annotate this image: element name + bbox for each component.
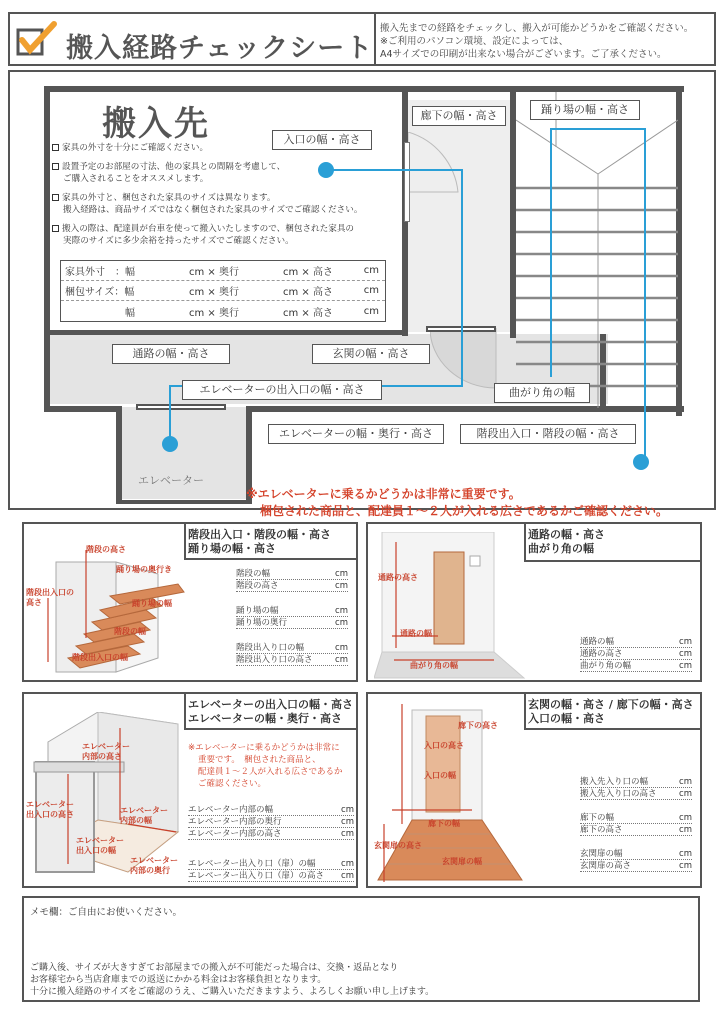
checkbox-icon[interactable] — [52, 144, 59, 151]
label-elevator-size: エレベーターの幅・奥行・高さ — [268, 424, 444, 444]
elevator-measure-list[interactable]: エレベーター内部の幅 cm エレベーター内部の奥行 cm エレベーター内部の高さ cm エレベーター出入り口（扉）の幅 cm エレベーター出入り口（扉）の高さ cm — [188, 805, 354, 881]
header-divider — [374, 14, 376, 64]
panel-elevator: エレベーターの出入口の幅・高さ エレベーターの幅・奥行・高さ エレベーター内部の高さ エレベーター出入口の高さ エレベーター内部の幅 エレベーター出入口の幅 エレベーター内部の奥行 ※エレベーターに乗るかどうかは非常に 重要です。 梱包された商品と、 配達員１〜２人が入れる広さであるか ご確認ください。 エレベーター内部の幅 cm エレベーター内部の奥行 cm エレベーター内部の高さ cm エレベーター出入り口（扉）の幅 cm エレベーター出入り口（扉）の高さ cm — [22, 692, 358, 888]
size-row-package[interactable]: 梱包サイズ：幅 cm × 奥行 cm × 高さ cm — [61, 281, 385, 301]
elevator-route-dot — [162, 436, 178, 452]
size-row-furniture[interactable]: 家具外寸 ：幅 cm × 奥行 cm × 高さ cm — [61, 261, 385, 281]
panel-elevator-title: エレベーターの出入口の幅・高さ エレベーターの幅・奥行・高さ — [188, 698, 353, 725]
floor-plan — [8, 70, 716, 510]
size-row-package-2[interactable]: 幅 cm × 奥行 cm × 高さ cm — [65, 305, 379, 319]
panel-genkan-title: 玄関の幅・高さ / 廊下の幅・高さ 入口の幅・高さ — [528, 698, 694, 725]
staircase — [516, 92, 678, 408]
label-landing: 踊り場の幅・高さ — [530, 100, 640, 120]
passage-illustration — [374, 532, 532, 680]
elevator-label: エレベーター — [138, 474, 204, 487]
label-genkan: 玄関の幅・高さ — [312, 344, 430, 364]
checkbox-icon[interactable] — [52, 163, 59, 170]
checkbox-icon[interactable] — [52, 194, 59, 201]
checkbox-icon[interactable] — [52, 225, 59, 232]
label-stairs: 階段出入口・階段の幅・高さ — [460, 424, 636, 444]
checkbox-check-icon — [14, 20, 58, 60]
label-corner: 曲がり角の幅 — [494, 383, 590, 403]
room-door — [404, 142, 410, 222]
elevator-warning: ※エレベーターに乗るかどうかは非常に重要です。 梱包された商品と、配達員１〜２人が入れる広さであるかご確認ください。 — [246, 487, 669, 518]
label-entrance: 入口の幅・高さ — [272, 130, 372, 150]
hallway-door-swing — [408, 132, 508, 232]
header-note: 搬入先までの経路をチェックし、搬入が可能かどうかをご確認ください。 ※ご利用のパソコン環境、設定によっては、 A4サイズでの印刷が出来ない場合がございます。ご了承ください。 — [380, 23, 694, 60]
elevator-note: ※エレベーターに乗るかどうかは非常に 重要です。 梱包された商品と、 配達員１〜２人が入れる広さであるか ご確認ください。 — [188, 743, 343, 789]
memo-area[interactable] — [22, 896, 700, 1002]
destination-notes: 家具の外寸を十分にご確認ください。 設置予定のお部屋の寸法、他の家具との間隔を考慮して、 ご購入されることをオススメします。 家具の外寸と、梱包された家具のサイズは異なります。 搬入経路は、商品サイズではなく梱包された家具のサイズでご確認ください。 搬入の際は、配達員が台車を使って搬入いたしますので、梱包された家具の 実際のサイズに多少余裕を持ったサイズでご確認ください。 — [52, 142, 397, 254]
passage-measure-list[interactable]: 通路の幅 cm 通路の高さ cm 曲がり角の幅 cm — [580, 637, 692, 671]
panel-stairs-title: 階段出入口・階段の幅・高さ 踊り場の幅・高さ — [188, 528, 331, 555]
stairs-measure-list[interactable]: 階段の幅 cm 階段の高さ cm 踊り場の幅 cm 踊り場の奥行 cm 階段出入り口の幅 cm 階段出入り口の高さ cm — [236, 569, 348, 665]
elevator-door — [136, 404, 226, 410]
label-hallway: 廊下の幅・高さ — [412, 106, 506, 126]
destination-title: 搬入先 — [102, 104, 210, 144]
panel-passage-title: 通路の幅・高さ 曲がり角の幅 — [528, 528, 605, 555]
header — [8, 12, 716, 66]
panel-genkan: 玄関の幅・高さ / 廊下の幅・高さ 入口の幅・高さ 廊下の高さ 入口の高さ 入口の幅 廊下の幅 玄関扉の高さ 玄関扉の幅 搬入先入り口の幅 cm 搬入先入り口の高さ cm 廊下の幅 cm 廊下の高さ cm 玄関扉の幅 cm 玄関扉の高さ cm — [366, 692, 702, 888]
size-table — [60, 260, 386, 322]
memo-label: メモ欄：ご自由にお使いください。 — [30, 907, 183, 918]
panel-stairs: 階段出入口・階段の幅・高さ 踊り場の幅・高さ 階段の高さ 踊り場の奥行き 階段出入口の高さ 踊り場の幅 階段の幅 階段出入口の幅 階段の幅 cm 階段の高さ cm 踊り場の幅 cm 踊り場の奥行 cm 階段出入り口の幅 cm 階段出入り口の高さ cm — [22, 522, 358, 682]
genkan-measure-list[interactable]: 搬入先入り口の幅 cm 搬入先入り口の高さ cm 廊下の幅 cm 廊下の高さ cm 玄関扉の幅 cm 玄関扉の高さ cm — [580, 777, 692, 871]
label-elevator-door: エレベーターの出入口の幅・高さ — [182, 380, 382, 400]
label-passage: 通路の幅・高さ — [112, 344, 230, 364]
stairs-route-dot — [633, 454, 649, 470]
page-title: 搬入経路チェックシート — [66, 33, 374, 64]
memo-footer: ご購入後、サイズが大きすぎてお部屋までの搬入が不可能だった場合は、交換・返品となり お客様宅から当店倉庫までの返送にかかる料金はお客様負担となります。 十分に搬入経路のサイズをご確認のうえ、ご購入いただきますよう、よろしくお願い申し上げます。 — [30, 963, 435, 997]
panel-passage: 通路の幅・高さ 曲がり角の幅 通路の高さ 通路の幅 曲がり角の幅 通路の幅 cm 通路の高さ cm 曲がり角の幅 cm — [366, 522, 702, 682]
